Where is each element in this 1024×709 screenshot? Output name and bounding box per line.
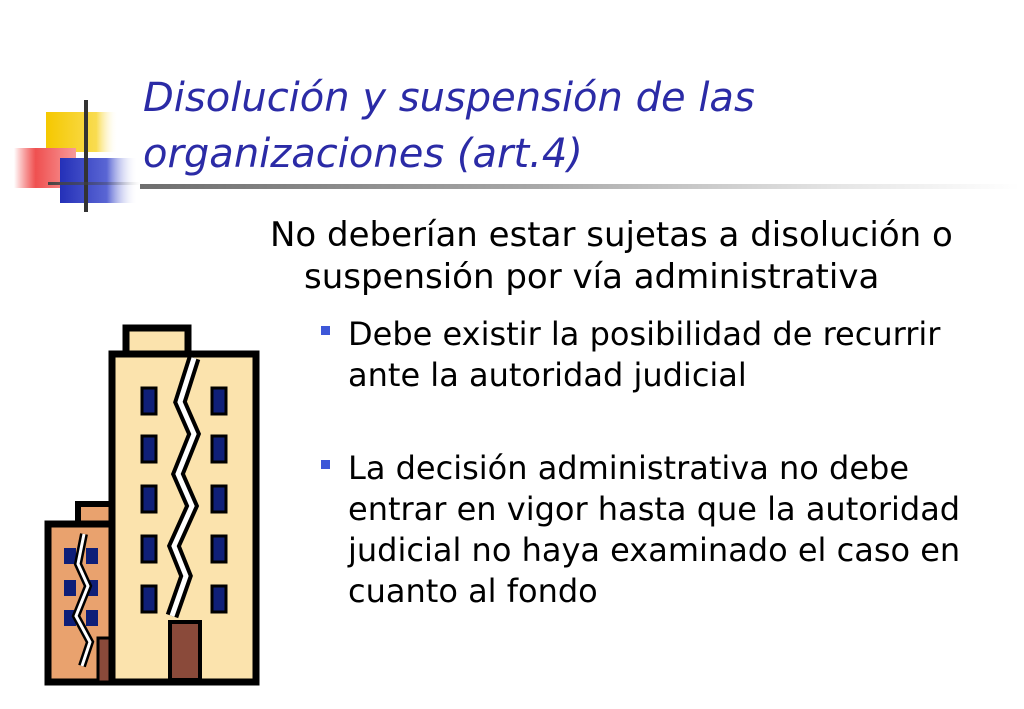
slide-title: Disolución y suspensión de las organizaciones (art.4): [143, 75, 755, 177]
square-bullet-icon: [321, 460, 330, 469]
title-underline: [140, 184, 1020, 189]
square-bullet-icon: [321, 326, 330, 335]
bullet-text: Debe existir la posibilidad de recurrir ante la autoridad judicial: [348, 315, 941, 394]
main-point: No deberían estar sujetas a disolución o suspensión por vía administrativa: [270, 215, 953, 297]
bullet-text: La decisión administrativa no debe entrar en vigor hasta que la autoridad judicial no haya examinado el caso en cuanto al fondo: [348, 449, 961, 610]
cracked-building-icon: [44, 324, 260, 686]
bullet-list: [318, 314, 998, 612]
bullet-item: [318, 448, 998, 612]
geometric-cross-logo-icon: [10, 100, 140, 215]
tall-building: [112, 328, 256, 682]
bullet-item: [318, 314, 998, 396]
